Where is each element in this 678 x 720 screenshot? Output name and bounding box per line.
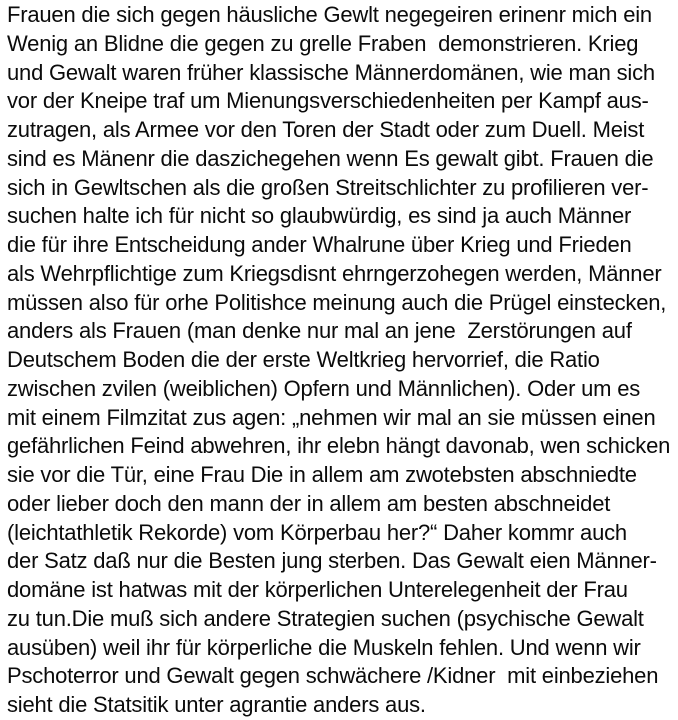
text-line: Frauen die sich gegen häusliche Gewlt negegeiren erinenr mich ein xyxy=(7,2,652,27)
text-line: vor der Kneipe traf um Mienungsverschiedenheiten per Kampf aus- xyxy=(7,88,649,114)
text-line: mit einem Filmzitat zus agen: „nehmen wir mal an sie müssen einen xyxy=(7,404,656,430)
text-line: Deutschem Boden die der erste Weltkrieg hervorrief, die Ratio xyxy=(7,347,600,372)
text-line: sind es Mänenr die daszichegehen wenn Es gewalt gibt. Frauen die xyxy=(7,145,654,171)
text-line: sie vor die Tür, eine Frau Die in allem am zwotebsten abschniedte xyxy=(7,462,637,487)
text-line: anders als Frauen (man denke nur mal an jene Zerstörungen auf xyxy=(7,318,632,344)
text-line: (leichtathletik Rekorde) vom Körperbau her?“ Daher kommr auch xyxy=(7,519,627,545)
text-line: zwischen zvilen (weiblichen) Opfern und Männlichen). Oder um es xyxy=(7,375,641,401)
text-line: als Wehrpflichtige zum Kriegsdisnt ehrngerzohegen werden, Männer xyxy=(7,260,662,286)
text-line: und Gewalt waren früher klassische Männerdomänen, wie man sich xyxy=(7,59,655,85)
text-line: sich in Gewltschen als die großen Streitschlichter zu profilieren ver- xyxy=(7,174,649,200)
text-line: oder lieber doch den mann der in allem am besten abschneidet xyxy=(7,490,611,516)
text-line: domäne ist hatwas mit der körperlichen Unterelegenheit der Frau xyxy=(7,577,628,602)
text-line: die für ihre Entscheidung ander Whalrune über Krieg und Frieden xyxy=(7,232,632,257)
text-line: gefährlichen Feind abwehren, ihr elebn hängt davonab, wen schicken xyxy=(7,433,671,459)
text-line: sieht die Statsitik unter agrantie anders aus. xyxy=(7,692,426,717)
text-line: müssen also für orhe Politishce meinung auch die Prügel einstecken, xyxy=(7,289,667,315)
text-line: Pschoterror und Gewalt gegen schwächere /Kidner mit einbeziehen xyxy=(7,663,659,689)
text-line: zutragen, als Armee vor den Toren der Stadt oder zum Duell. Meist xyxy=(7,117,645,142)
text-line: suchen halte ich für nicht so glaubwürdig, es sind ja auch Männer xyxy=(7,203,632,229)
text-line: ausüben) weil ihr für körperliche die Muskeln fehlen. Und wenn wir xyxy=(7,634,641,660)
text-line: Wenig an Blidne die gegen zu grelle Fraben demonstrieren. Krieg xyxy=(7,30,639,56)
text-line: der Satz daß nur die Besten jung sterben. Das Gewalt eien Männer- xyxy=(7,548,657,574)
text-line: zu tun.Die muß sich andere Strategien suchen (psychische Gewalt xyxy=(7,605,644,631)
